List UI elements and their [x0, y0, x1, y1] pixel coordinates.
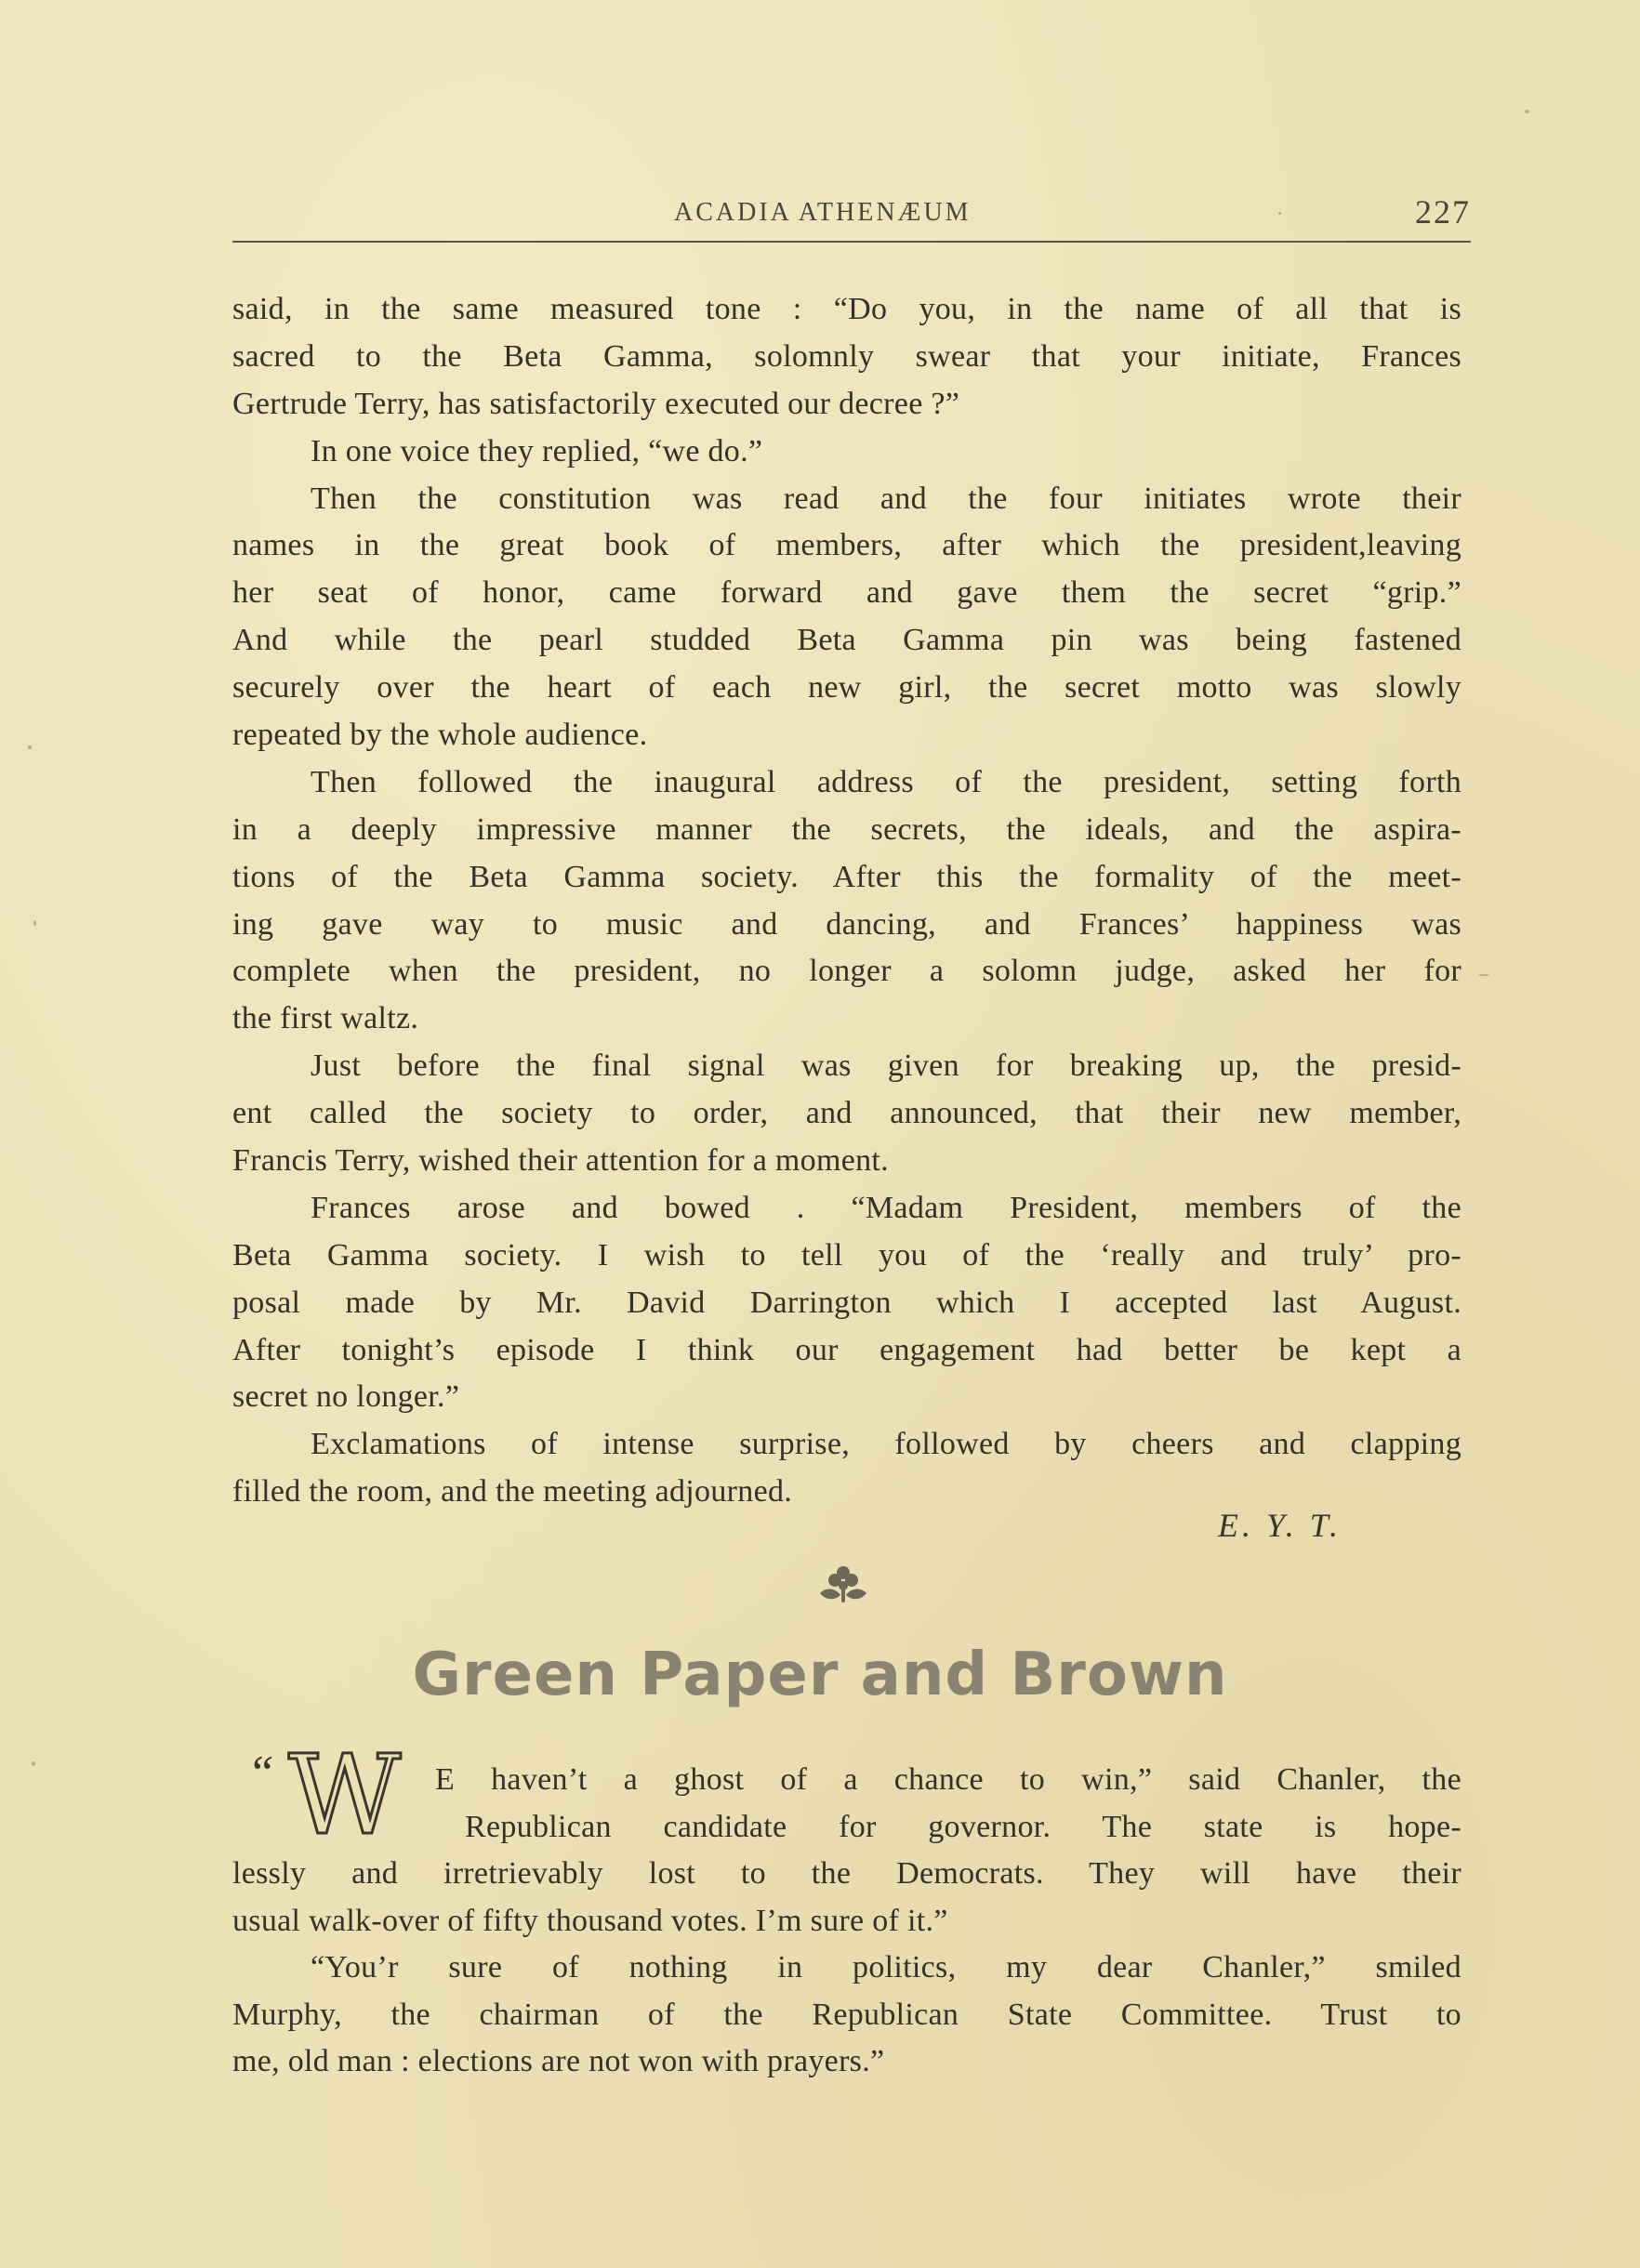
text-line: Gertrude Terry, has satisfactorily executed our decree ?”: [232, 386, 960, 421]
text-line: me, old man : elections are not won with prayers.”: [232, 2044, 885, 2078]
text-line: complete when the president, no longer a solomn judge, asked her for: [232, 954, 1461, 989]
running-header: [232, 191, 1471, 237]
paper-speck: [33, 920, 36, 926]
text-line: usual walk-over of fifty thousand votes. I’m sure of it.”: [232, 1903, 948, 1938]
text-line: And while the pearl studded Beta Gamma pin was being fastened: [232, 623, 1461, 658]
paper-speck: [1278, 212, 1281, 215]
page-number: 227: [1415, 193, 1471, 231]
text-line: Francis Terry, wished their attention for a moment.: [232, 1143, 889, 1179]
story-opening: [232, 1757, 1461, 2086]
text-line: ent called the society to order, and announced, that their new member,: [232, 1096, 1461, 1131]
text-line: secret no longer.”: [232, 1379, 460, 1415]
story-continuation: [232, 286, 1461, 1516]
text-line: E haven’t a ghost of a chance to win,” said Chanler, the: [435, 1762, 1461, 1797]
text-line: After tonight’s episode I think our engagement had better be kept a: [232, 1332, 1461, 1367]
paper-speck: [1478, 974, 1489, 976]
text-line: Frances arose and bowed . “Madam President, members of the: [311, 1190, 1461, 1225]
author-initials: E. Y. T.: [1218, 1507, 1342, 1544]
text-line: sacred to the Beta Gamma, solomnly swear that your initiate, Frances: [232, 338, 1461, 374]
text-line: posal made by Mr. David Darrington which I accepted last August.: [232, 1285, 1461, 1320]
text-line: Republican candidate for governor. The state is hope-: [465, 1809, 1461, 1844]
text-line: ing gave way to music and dancing, and Frances’ happiness was: [232, 906, 1461, 942]
text-line: Just before the final signal was given for breaking up, the presid-: [311, 1048, 1461, 1084]
text-line: tions of the Beta Gamma society. After this the formality of the meet-: [232, 859, 1461, 894]
text-line: her seat of honor, came forward and gave them the secret “grip.”: [232, 575, 1461, 611]
text-line: securely over the heart of each new girl, the secret motto was slowly: [232, 670, 1461, 705]
paper-speck: [1525, 110, 1529, 113]
text-line: In one voice they replied, “we do.”: [311, 433, 763, 468]
paper-speck: [28, 745, 32, 749]
text-line: Murphy, the chairman of the Republican State Committee. Trust to: [232, 1997, 1461, 2032]
text-line: the first waltz.: [232, 1001, 419, 1036]
drop-cap-letter: W: [288, 1731, 402, 1859]
text-line: filled the room, and the meeting adjourned.: [232, 1474, 793, 1510]
text-line: Then followed the inaugural address of the president, setting forth: [311, 764, 1461, 799]
text-line: names in the great book of members, after which the president,leaving: [232, 528, 1461, 563]
text-line: Then the constitution was read and the four initiates wrote their: [311, 481, 1461, 516]
text-line: Beta Gamma society. I wish to tell you of the ‘really and truly’ pro-: [232, 1237, 1461, 1272]
text-line: Exclamations of intense surprise, followed by cheers and clapping: [311, 1427, 1461, 1462]
text-line: in a deeply impressive manner the secrets, the ideals, and the aspira-: [232, 811, 1461, 847]
text-line: lessly and irretrievably lost to the Democrats. They will have their: [232, 1856, 1461, 1891]
text-line: “You’r sure of nothing in politics, my dear Chanler,” smiled: [311, 1950, 1461, 1984]
section-title: Green Paper and Brown: [412, 1641, 1228, 1709]
opening-quote-mark: “: [247, 1747, 274, 1800]
paper-speck: [32, 1761, 35, 1766]
header-rule: [232, 241, 1471, 243]
running-title: ACADIA ATHENÆUM: [674, 198, 972, 227]
text-line: said, in the same measured tone : “Do you, in the name of all that is: [232, 292, 1461, 326]
clover-leaf-ornament-icon: [813, 1562, 874, 1606]
text-line: repeated by the whole audience.: [232, 718, 648, 753]
